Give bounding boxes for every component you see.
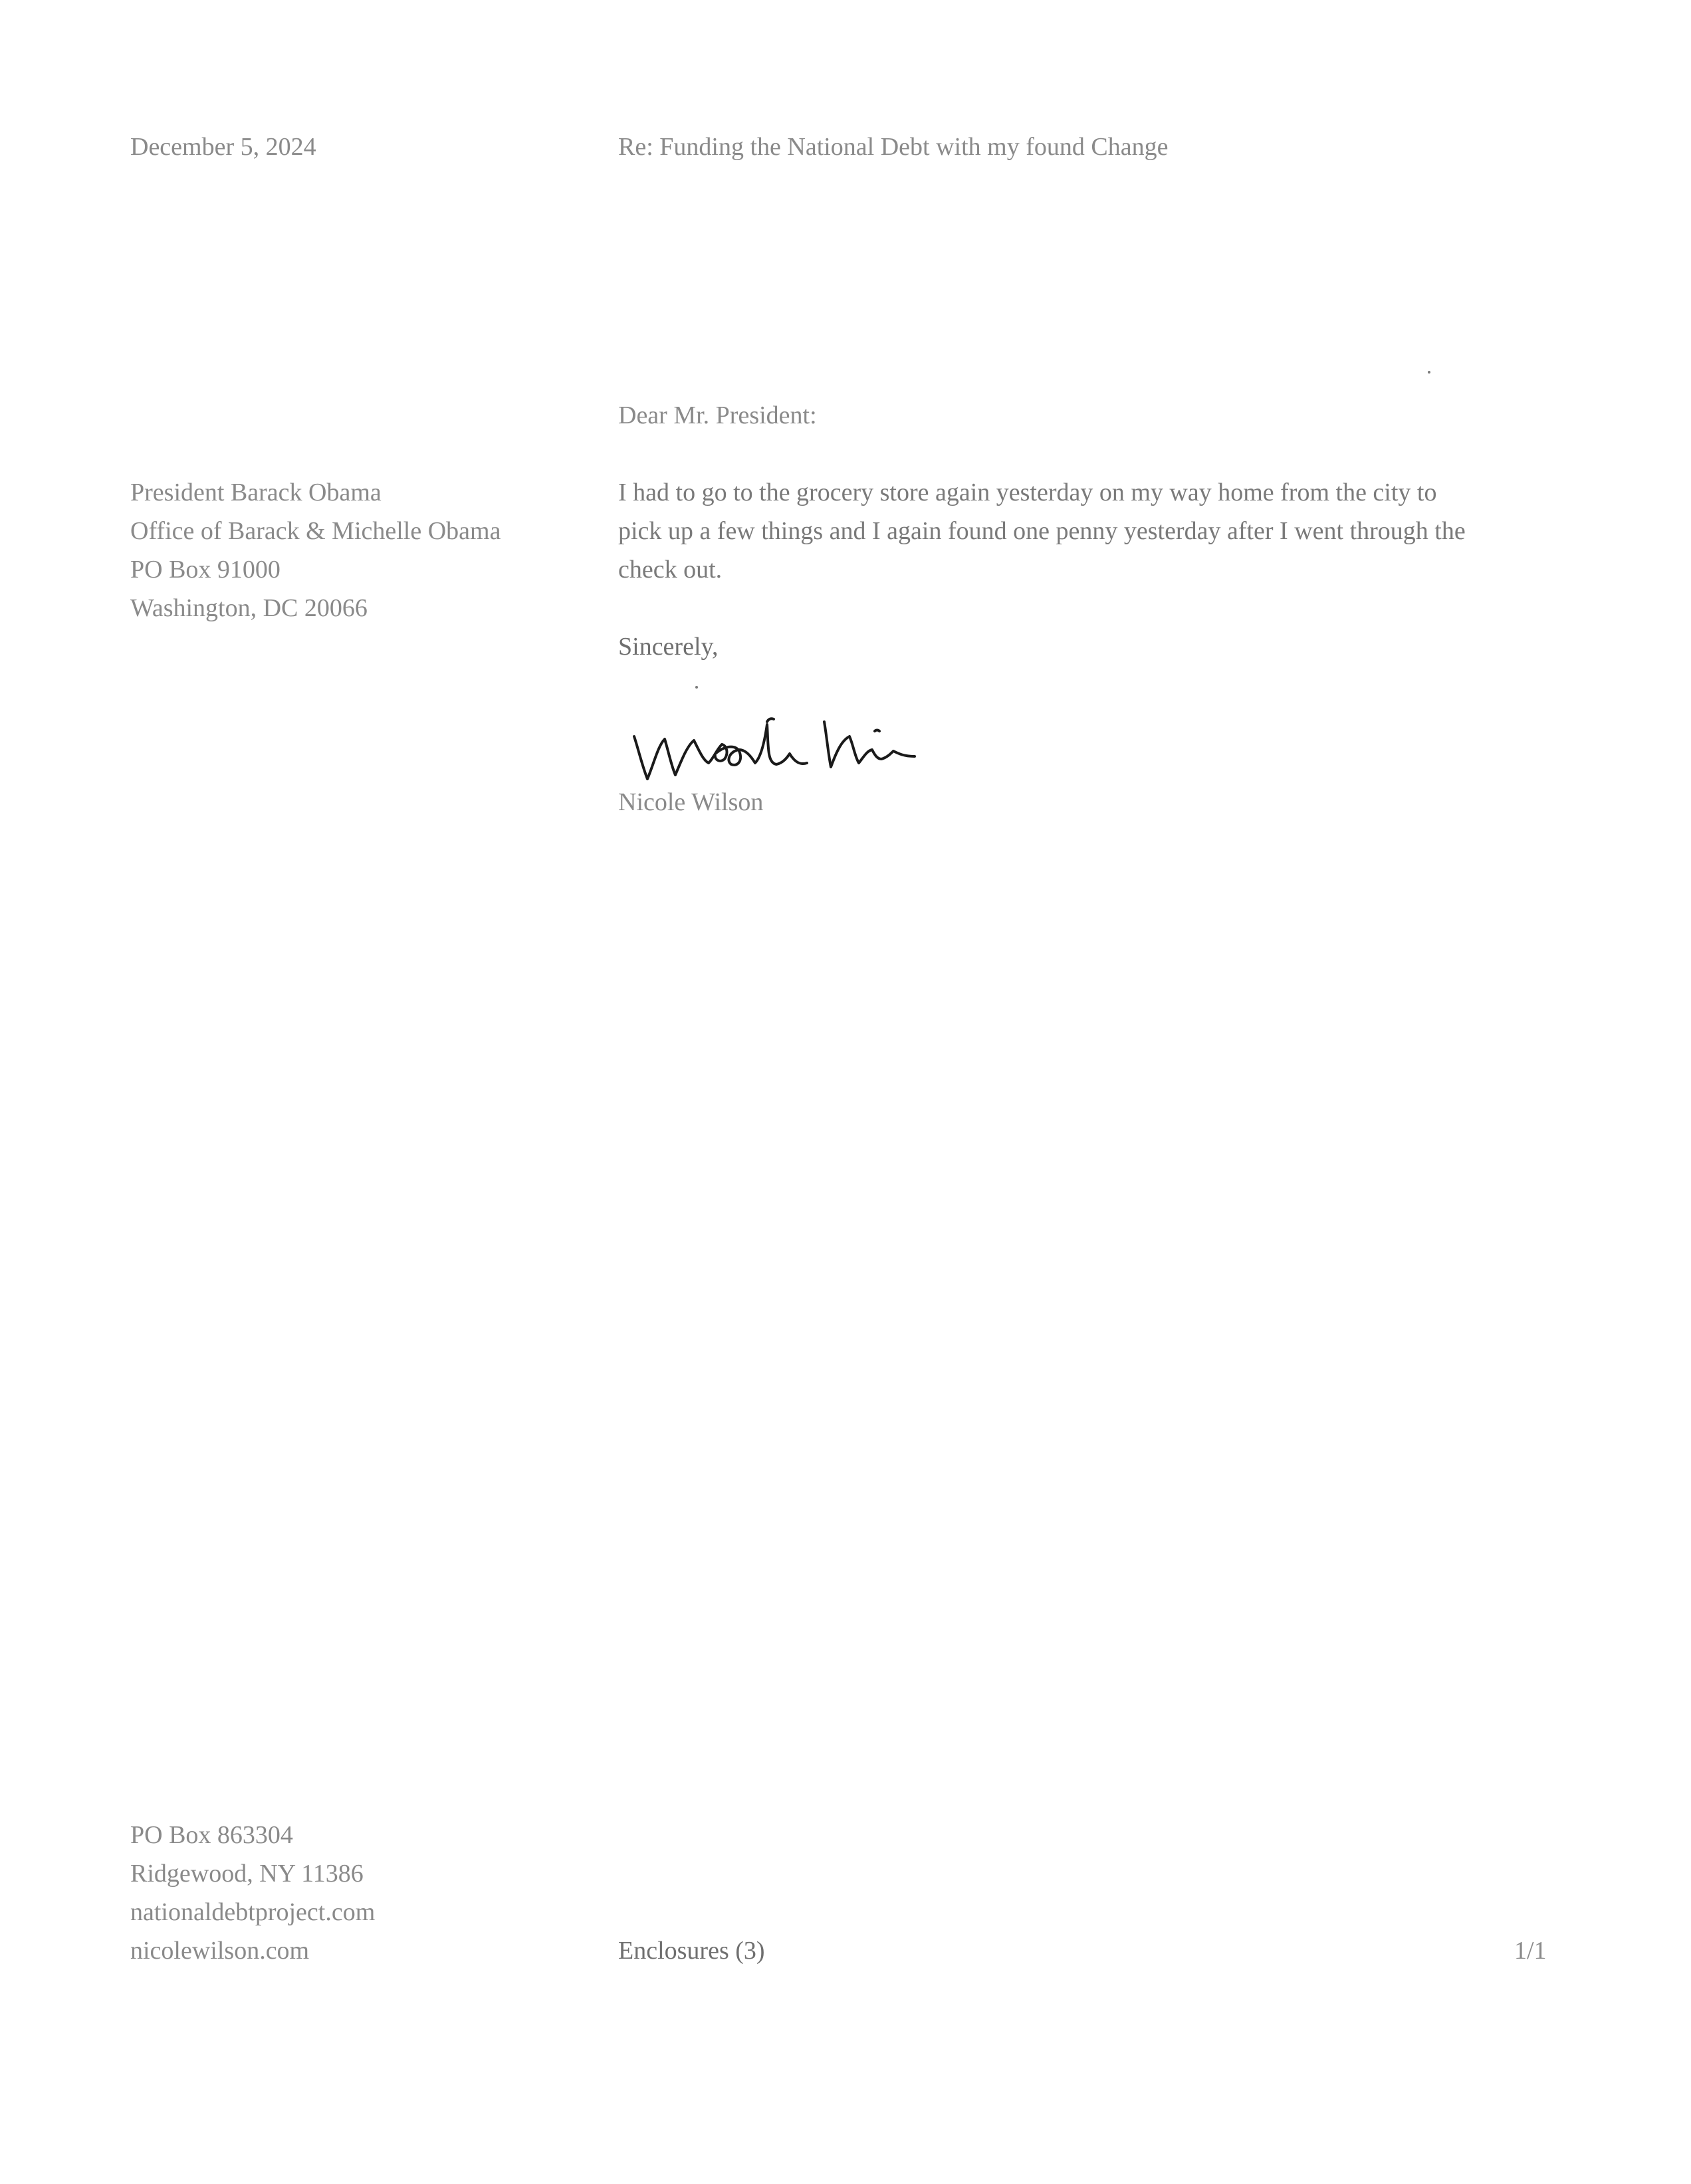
body-line: check out. bbox=[618, 556, 723, 584]
recipient-name: President Barack Obama bbox=[130, 479, 382, 506]
enclosures-note: Enclosures (3) bbox=[618, 1937, 765, 1965]
salutation: Dear Mr. President: bbox=[618, 401, 817, 429]
paper-speck bbox=[695, 686, 698, 689]
recipient-address bbox=[130, 473, 501, 627]
body-line: pick up a few things and I again found one penny yesterday after I went through the bbox=[618, 517, 1466, 545]
sender-address bbox=[130, 1816, 375, 1970]
paper-speck bbox=[1428, 371, 1430, 374]
sender-city: Ridgewood, NY 11386 bbox=[130, 1860, 364, 1888]
page-number: 1/1 bbox=[1514, 1937, 1547, 1965]
sender-po-box: PO Box 863304 bbox=[130, 1821, 293, 1849]
letter-date: December 5, 2024 bbox=[130, 133, 316, 161]
recipient-office: Office of Barack & Michelle Obama bbox=[130, 517, 501, 545]
subject-line: Re: Funding the National Debt with my found Change bbox=[618, 133, 1169, 161]
signer-name: Nicole Wilson bbox=[618, 788, 764, 816]
body-line: I had to go to the grocery store again yesterday on my way home from the city to bbox=[618, 479, 1437, 506]
letter-body bbox=[618, 473, 1562, 589]
handwritten-signature bbox=[625, 685, 951, 798]
recipient-city: Washington, DC 20066 bbox=[130, 594, 368, 622]
sender-website-project: nationaldebtproject.com bbox=[130, 1898, 376, 1926]
sender-website-personal: nicolewilson.com bbox=[130, 1937, 310, 1965]
recipient-po-box: PO Box 91000 bbox=[130, 556, 281, 584]
closing: Sincerely, bbox=[618, 633, 719, 661]
